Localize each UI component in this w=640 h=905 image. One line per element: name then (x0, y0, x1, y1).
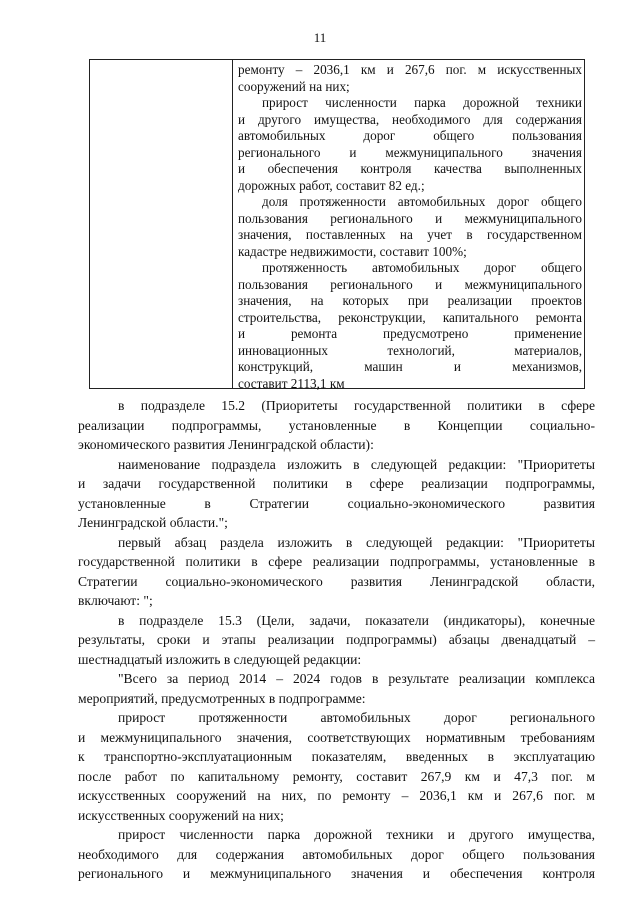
text-line: необходимого для содержания автомобильных дорог общего пользования (78, 846, 595, 862)
table-cell-line: значения, на которых при реализации проектов (238, 293, 582, 308)
table-cell-line: ремонту – 2036,1 км и 267,6 пог. м искусственных (238, 62, 582, 77)
page-number: 11 (313, 30, 327, 45)
text-line: Стратегии социально-экономического развития Ленинградской области, (78, 573, 595, 589)
text-line: искусственных сооружений на них, по ремонту – 2036,1 км и 267,6 пог. м (78, 788, 595, 803)
table-cell-line: и ремонта предусмотрено применение (238, 326, 582, 341)
text-line: включают: "; (78, 593, 153, 608)
table-cell-line: доля протяженности автомобильных дорог общего (262, 194, 582, 209)
text-line: экономического развития Ленинградской области): (78, 437, 374, 452)
table-cell-line: регионального и межмуниципального значения (238, 144, 582, 160)
table-cell-line: прирост численности парка дорожной техники (262, 95, 582, 110)
text-line: Ленинградской области."; (78, 515, 228, 530)
text-line: и задачи государственной политики в сфере реализации подпрограммы, (78, 476, 595, 491)
table-cell-line: и другого имущества, необходимого для содержания (238, 111, 582, 127)
table-right-cell (238, 62, 582, 392)
table-cell-line: составит 2113,1 км (238, 375, 345, 391)
table-left-cell (90, 60, 233, 388)
text-line: к транспортно-эксплуатационным показателям, введенных в эксплуатацию (78, 749, 595, 764)
text-line: прирост численности парка дорожной техники и другого имущества, (118, 827, 595, 842)
text-line: в подразделе 15.2 (Приоритеты государственной политики в сфере (118, 398, 595, 413)
table-cell-line: и обеспечения контроля качества выполненных (238, 161, 582, 176)
text-line: после работ по капитальному ремонту, составит 267,9 км и 47,3 пог. м (78, 768, 595, 784)
table-cell-line: дорожных работ, составит 82 ед.; (238, 177, 425, 193)
text-line: первый абзац раздела изложить в следующей редакции: "Приоритеты (118, 534, 595, 550)
table-cell-line: пользования регионального и межмуниципального (238, 210, 582, 226)
text-line: реализации подпрограммы, установленные в Концепции социально- (78, 417, 595, 433)
table-cell-line: конструкций, машин и механизмов, (238, 359, 582, 374)
table (89, 59, 585, 389)
text-line: шестнадцатый изложить в следующей редакции: (78, 651, 362, 667)
text-line: прирост протяженности автомобильных дорог регионального (118, 710, 595, 725)
text-line: и межмуниципального значения, соответствующих нормативным требованиям (78, 729, 595, 745)
text-line: государственной политики в сфере реализации подпрограммы, установленные в (78, 554, 595, 569)
table-cell-line: инновационных технологий, материалов, (238, 342, 582, 358)
table-cell-line: строительства, реконструкции, капитального ремонта (238, 309, 582, 325)
text-line: искусственных сооружений на них; (78, 807, 284, 823)
table-cell-line: сооружений на них; (238, 78, 350, 94)
table-cell-line: кадастре недвижимости, составит 100%; (238, 243, 467, 259)
text-line: установленные в Стратегии социально-экономического развития (78, 495, 595, 511)
text-line: в подразделе 15.3 (Цели, задачи, показатели (индикаторы), конечные (118, 612, 595, 628)
table-cell-line: протяженность автомобильных дорог общего (262, 260, 582, 275)
text-line: наименование подраздела изложить в следующей редакции: "Приоритеты (118, 456, 595, 472)
body-text (78, 396, 595, 884)
text-line: регионального и межмуниципального значения и обеспечения контроля (78, 866, 595, 881)
text-line: "Всего за период 2014 – 2024 годов в результате реализации комплекса (118, 671, 595, 686)
table-cell-line: значения, поставленных на учет в государственном (238, 227, 582, 242)
text-line: мероприятий, предусмотренных в подпрограмме: (78, 690, 366, 706)
text-line: результаты, сроки и этапы реализации подпрограммы) абзацы двенадцатый – (78, 632, 595, 647)
table-cell-line: пользования регионального и межмуниципального (238, 276, 582, 292)
table-cell-line: автомобильных дорог общего пользования (238, 128, 582, 143)
